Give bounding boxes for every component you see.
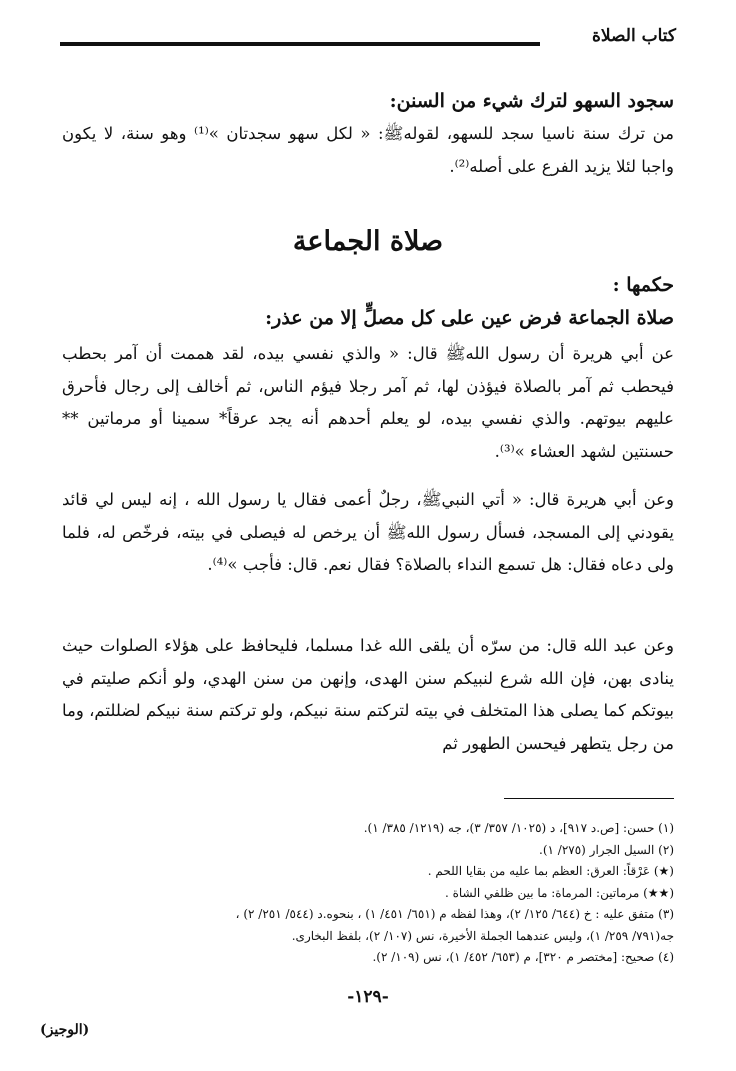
footnote: (٣) متفق عليه : خ (٦٤٤/ ١٢٥/ ٢)، وهذا لفظه م (٦٥١/ ٤٥١/ ١) ، بنحوه.د (٥٤٤/ ٢٥١/ ٢) ، [235,907,674,921]
footnote: (★) عَرْقاً: العرق: العظم بما عليه من بقايا اللحم . [427,864,674,878]
footnote-rule [504,798,674,799]
running-title: كتاب الصلاة [591,26,676,46]
ruling-heading: حكمها : [612,274,674,296]
page-number: -١٢٩- [347,987,389,1007]
section-heading-sahw: سجود السهو لترك شيء من السنن: [389,90,674,112]
hadith-paragraph-2: وعن أبي هريرة قال: « أتي النبيﷺ، رجلٌ أعمى فقال يا رسول الله ، إنه ليس لي قائد يقودني إلى المسجد، فسأل رسول اللهﷺ أن يرخص له فيصلى في بيته، فرخّص له، فلما ولى دعاه فقال: هل تسمع النداء بالصلاة؟ فقال نعم. قال: فأجب »⁽⁴⁾. [62,490,674,574]
chapter-title: صلاة الجماعة [292,226,444,257]
paragraph-sahw: من ترك سنة ناسيا سجد للسهو، لقولهﷺ: « لكل سهو سجدتان »⁽¹⁾ وهو سنة، لا يكون واجبا لئلا يزيد الفرع على أصله⁽²⁾. [62,124,674,176]
book-name: (الوجيز) [40,1022,90,1038]
footnote: (٤) صحيح: [مختصر م ٣٢٠]، م (٦٥٣/ ٤٥٢/ ١)، نس (١٠٩/ ٢). [372,950,674,964]
footnote: (١) حسن: [ص.د ٩١٧]، د (١٠٢٥/ ٣٥٧/ ٣)، جه (١٢١٩/ ٣٨٥/ ١). [363,821,674,835]
ruling-subheading: صلاة الجماعة فرض عين على كل مصلٍّ إلا من عذر: [265,307,674,329]
footnote: (٢) السيل الجرار (٢٧٥/ ١). [539,842,674,857]
hadith-paragraph-1: عن أبي هريرة أن رسول اللهﷺ قال: « والذي نفسي بيده، لقد هممت أن آمر بحطب فيحطب ثم آمر بالصلاة فيؤذن لها، ثم آمر رجلا فيؤم الناس، ثم أخالف إلى رجال فأحرق عليهم بيوتهم. والذي نفسي بيده، لو يعلم أحدهم أنه يجد عرقاً* سمينا أو مرماتين ** حسنتين لشهد العشاء »⁽³⁾. [62,344,674,461]
hadith-paragraph-3: وعن عبد الله قال: من سرّه أن يلقى الله غدا مسلما، فليحافظ على هؤلاء الصلوات حيث ينادى بهن، فإن الله شرع لنبيكم سنن الهدى، وإنهن من سنن الهدي، ولو أنكم صليتم في بيوتكم كما يصلى هذا المتخلف في بيته لتركتم سنة نبيكم، ولو تركتم سنة نبيكم لضللتم، وما من رجل يتطهر فيحسن الطهور ثم [62,636,674,753]
header-rule [60,42,540,46]
footnotes [62,818,674,969]
footnote: (★★) مرماتين: المرماة: ما بين ظلفي الشاة . [444,885,674,900]
footnote: جه(٧٩١/ ٢٥٩/ ١)، وليس عندهما الجملة الأخيرة، نس (١٠٧/ ٢)، بلفظ البخارى. [291,928,674,943]
